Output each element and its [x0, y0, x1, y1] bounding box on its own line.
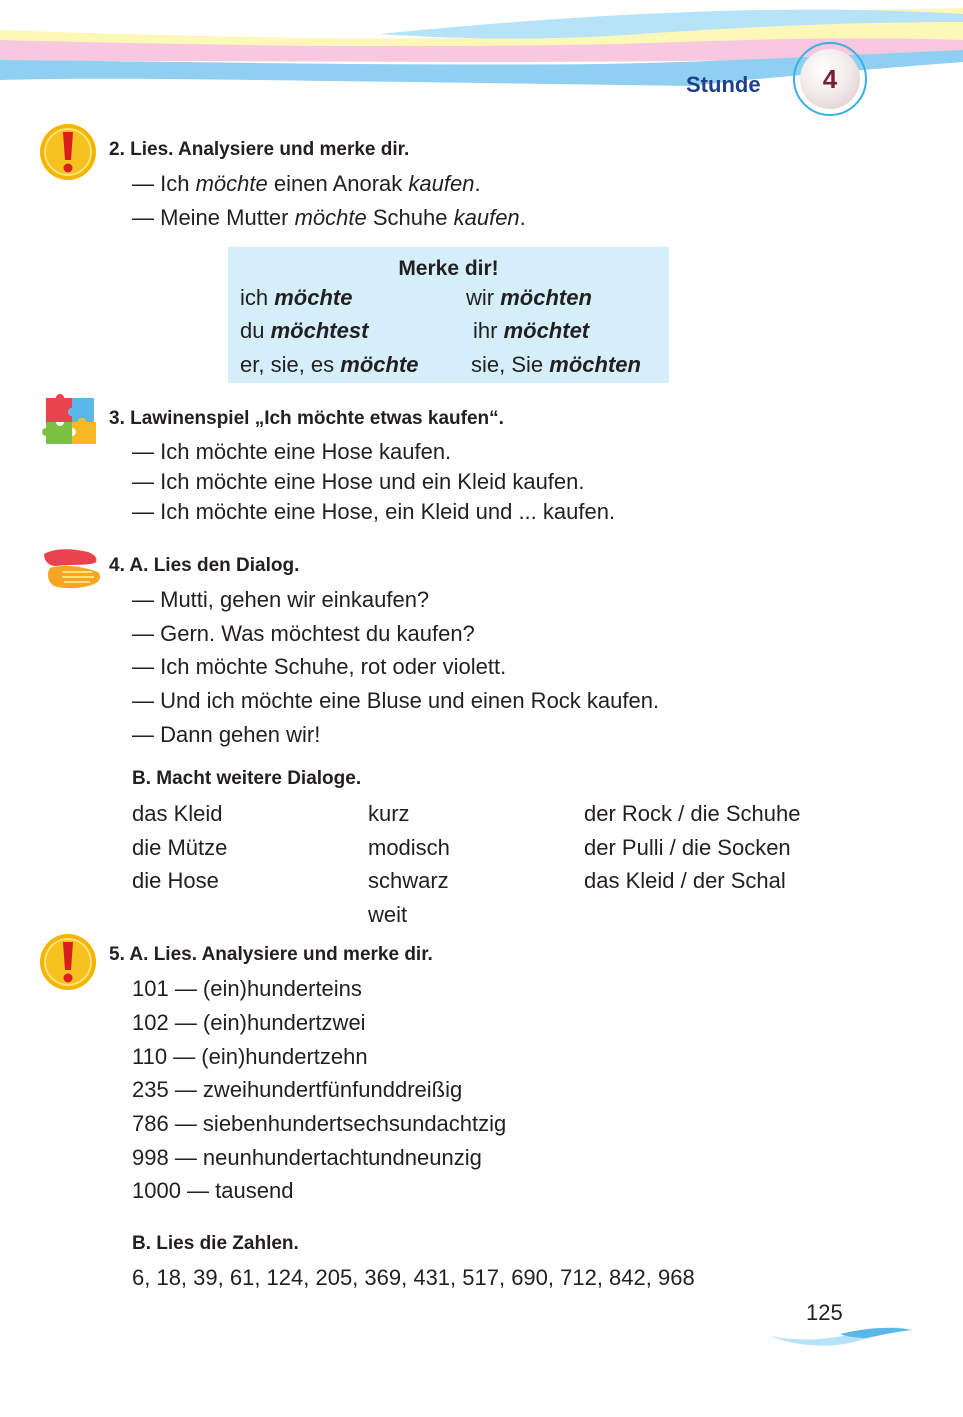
puzzle-icon [42, 394, 100, 448]
handshake-icon [42, 546, 102, 592]
conj-wir: wir möchten [466, 285, 592, 310]
task4-line-5: — Dann gehen wir! [132, 722, 321, 747]
list-item: weit [368, 902, 408, 928]
number-line-110: 110 — (ein)hundertzehn [132, 1044, 368, 1069]
task2-title: 2. Lies. Analysiere und merke dir. [109, 139, 410, 160]
list-item: der Pulli / die Socken [584, 834, 791, 860]
footer-swoosh [770, 1322, 915, 1348]
merke-title: Merke dir! [398, 257, 499, 280]
list-item: das Kleid [132, 801, 223, 826]
task3-line-3: — Ich möchte eine Hose, ein Kleid und ... kaufen. [132, 499, 616, 524]
task4b-title: B. Macht weitere Dialoge. [132, 768, 362, 789]
conj-er-sie-es: er, sie, es möchte [240, 352, 419, 377]
task4-line-2: — Gern. Was möchtest du kaufen? [132, 621, 475, 646]
merke-box [228, 247, 669, 383]
number-line-102: 102 — (ein)hundertzwei [132, 1010, 366, 1035]
page-number: 125 [806, 1300, 843, 1325]
conj-ihr: ihr möchtet [473, 318, 590, 343]
list-item: die Hose [132, 868, 219, 894]
task4-line-3: — Ich möchte Schuhe, rot oder violett. [132, 654, 507, 679]
list-item: modisch [368, 834, 450, 860]
task5-title: 5. A. Lies. Analysiere und merke dir. [109, 944, 433, 965]
list-item: das Kleid / der Schal [584, 868, 786, 894]
number-line-101: 101 — (ein)hunderteins [132, 976, 362, 1001]
task4-line-1: — Mutti, gehen wir einkaufen? [132, 587, 430, 612]
task4b-col-adjectives [368, 799, 450, 934]
conj-ich: ich möchte [240, 285, 353, 310]
conj-du: du möchtest [240, 318, 369, 343]
task4b-col-pairs [584, 799, 800, 900]
exclamation-icon [38, 122, 98, 182]
task2-line-2: — Meine Mutter möchte Schuhe kaufen. [132, 205, 526, 230]
number-line-235: 235 — zweihundertfünfunddreißig [132, 1077, 463, 1102]
lesson-label: Stunde [686, 72, 761, 97]
list-item: der Rock / die Schuhe [584, 801, 801, 826]
task2-line-1: — Ich möchte einen Anorak kaufen. [132, 171, 481, 196]
conj-sie-plural: sie, Sie möchten [471, 352, 641, 377]
task3-line-2: — Ich möchte eine Hose und ein Kleid kaufen. [132, 469, 585, 494]
task4b-col-nouns [132, 799, 227, 900]
number-line-998: 998 — neunhundertachtundneunzig [132, 1145, 482, 1170]
task3-title: 3. Lawinenspiel „Ich möchte etwas kaufen“. [109, 408, 504, 429]
exclamation-icon [38, 932, 98, 992]
task5b-title: B. Lies die Zahlen. [132, 1233, 299, 1254]
task3-line-1: — Ich möchte eine Hose kaufen. [132, 439, 452, 464]
lesson-badge [793, 42, 867, 116]
task4-line-4: — Und ich möchte eine Bluse und einen Rock kaufen. [132, 688, 660, 713]
number-line-786: 786 — siebenhundertsechsundachtzig [132, 1111, 507, 1136]
list-item: die Mütze [132, 834, 228, 860]
list-item: kurz [368, 801, 410, 826]
task4-title: 4. A. Lies den Dialog. [109, 555, 300, 576]
lesson-number: 4 [822, 63, 838, 94]
numbers-to-read: 6, 18, 39, 61, 124, 205, 369, 431, 517, 690, 712, 842, 968 [132, 1265, 695, 1290]
number-line-1000: 1000 — tausend [132, 1178, 294, 1203]
list-item: schwarz [368, 868, 449, 894]
